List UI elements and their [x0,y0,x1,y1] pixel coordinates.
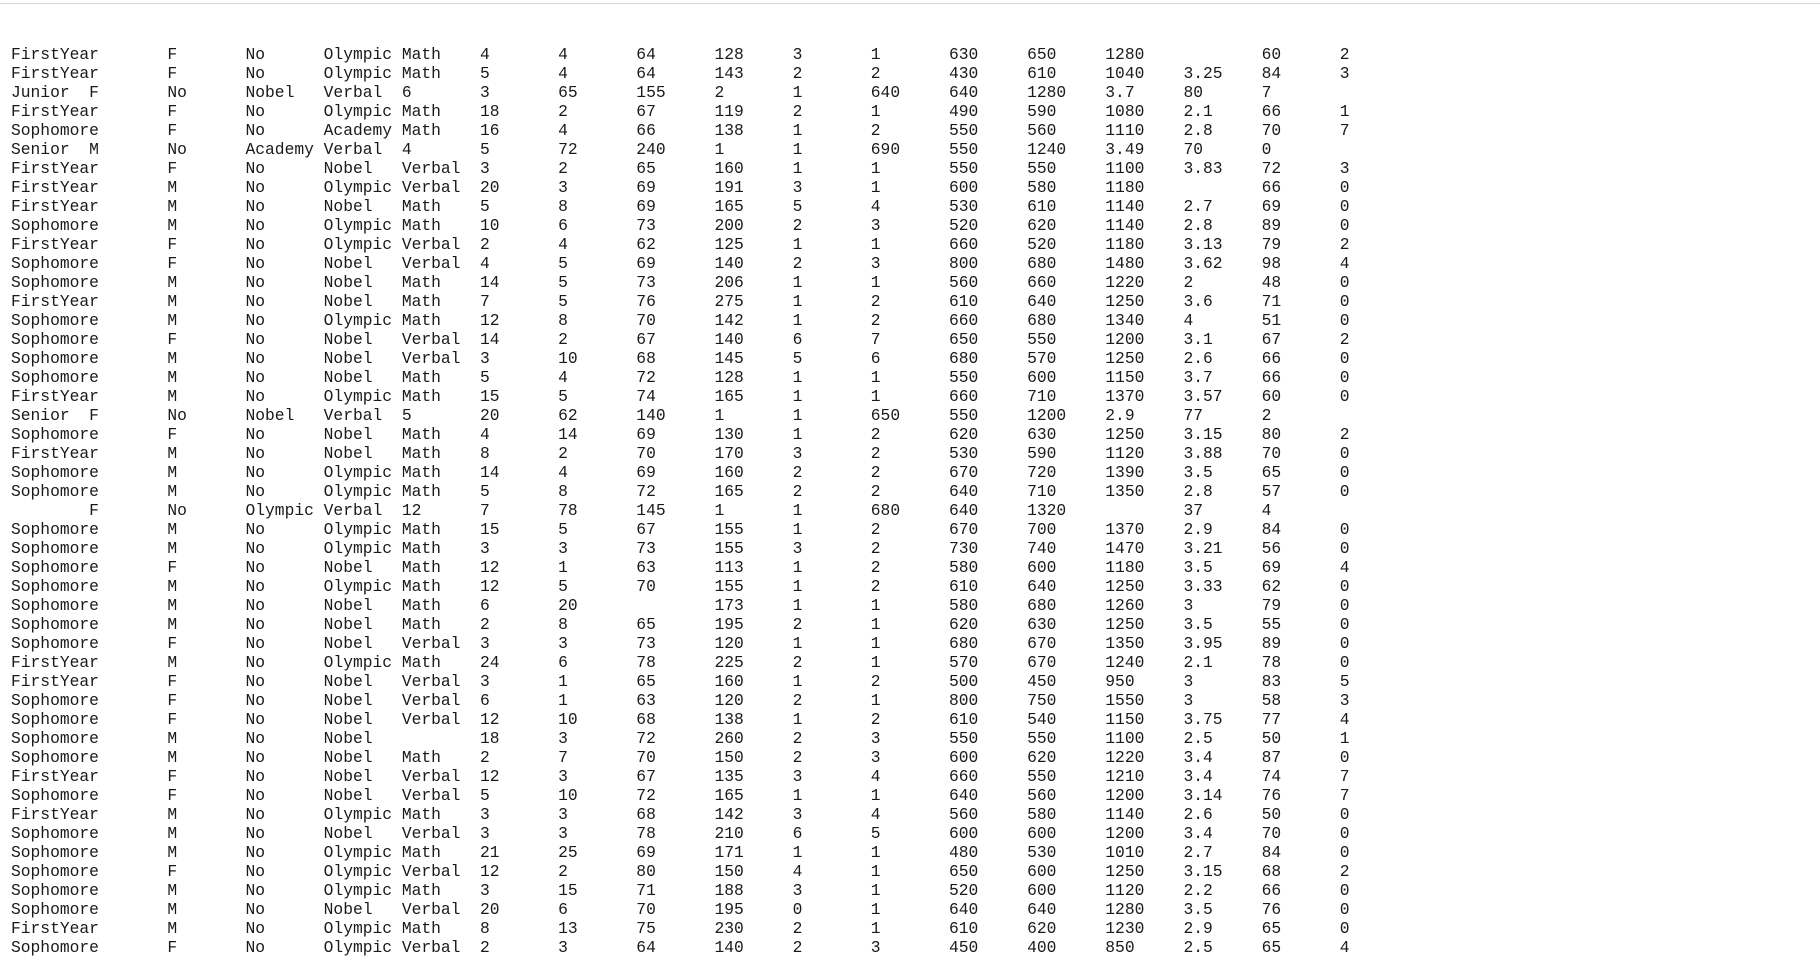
text-line: Sophomore M No Olympic Math 5 8 72 165 2 2 640 710 1350 2.8 57 0 [11,482,1350,501]
text-line: FirstYear F No Olympic Math 4 4 64 128 3 1 630 650 1280 60 2 [11,45,1350,64]
text-line: Sophomore M No Olympic Math 12 8 70 142 1 2 660 680 1340 4 51 0 [11,311,1350,330]
text-line: Sophomore F No Nobel Verbal 4 5 69 140 2 3 800 680 1480 3.62 98 4 [11,254,1350,273]
text-line: FirstYear F No Nobel Verbal 3 2 65 160 1 1 550 550 1100 3.83 72 3 [11,159,1350,178]
text-line: F No Olympic Verbal 12 7 78 145 1 1 680 640 1320 37 4 [11,501,1272,520]
text-line: Senior M No Academy Verbal 4 5 72 240 1 1 690 550 1240 3.49 70 0 [11,140,1272,159]
text-line: Sophomore M No Nobel Verbal 3 10 68 145 5 6 680 570 1250 2.6 66 0 [11,349,1350,368]
text-line: Sophomore M No Olympic Math 15 5 67 155 1 2 670 700 1370 2.9 84 0 [11,520,1350,539]
text-line: FirstYear F No Nobel Verbal 3 1 65 160 1 2 500 450 950 3 83 5 [11,672,1350,691]
text-line: Sophomore M No Nobel Math 2 7 70 150 2 3 600 620 1220 3.4 87 0 [11,748,1350,767]
text-line: Sophomore F No Nobel Math 12 1 63 113 1 2 580 600 1180 3.5 69 4 [11,558,1350,577]
text-line: Junior F No Nobel Verbal 6 3 65 155 2 1 640 640 1280 3.7 80 7 [11,83,1272,102]
text-line: FirstYear M No Olympic Verbal 20 3 69 191 3 1 600 580 1180 66 0 [11,178,1350,197]
text-line: Sophomore M No Olympic Math 21 25 69 171 1 1 480 530 1010 2.7 84 0 [11,843,1350,862]
text-line: Sophomore F No Olympic Verbal 12 2 80 150 4 1 650 600 1250 3.15 68 2 [11,862,1350,881]
text-line: FirstYear F No Olympic Math 18 2 67 119 2 1 490 590 1080 2.1 66 1 [11,102,1350,121]
text-line: FirstYear F No Olympic Math 5 4 64 143 2 2 430 610 1040 3.25 84 3 [11,64,1350,83]
top-border [0,3,1820,4]
text-line: Sophomore M No Olympic Math 10 6 73 200 2 3 520 620 1140 2.8 89 0 [11,216,1350,235]
text-line: Sophomore F No Olympic Verbal 2 3 64 140 2 3 450 400 850 2.5 65 4 [11,938,1350,957]
text-line: FirstYear M No Olympic Math 24 6 78 225 2 1 570 670 1240 2.1 78 0 [11,653,1350,672]
text-line: Sophomore F No Nobel Verbal 5 10 72 165 1 1 640 560 1200 3.14 76 7 [11,786,1350,805]
text-line: FirstYear M No Olympic Math 8 13 75 230 2 1 610 620 1230 2.9 65 0 [11,919,1350,938]
text-line: Sophomore M No Nobel Math 6 20 173 1 1 580 680 1260 3 79 0 [11,596,1350,615]
text-line: FirstYear M No Nobel Math 5 8 69 165 5 4 530 610 1140 2.7 69 0 [11,197,1350,216]
text-line: FirstYear M No Olympic Math 3 3 68 142 3 4 560 580 1140 2.6 50 0 [11,805,1350,824]
text-line: Sophomore F No Nobel Verbal 14 2 67 140 6 7 650 550 1200 3.1 67 2 [11,330,1350,349]
text-line: Sophomore M No Olympic Math 14 4 69 160 2 2 670 720 1390 3.5 65 0 [11,463,1350,482]
text-line: FirstYear M No Nobel Math 8 2 70 170 3 2 530 590 1120 3.88 70 0 [11,444,1350,463]
text-line: Sophomore F No Nobel Verbal 3 3 73 120 1 1 680 670 1350 3.95 89 0 [11,634,1350,653]
text-line: Sophomore M No Nobel 18 3 72 260 2 3 550 550 1100 2.5 50 1 [11,729,1350,748]
text-line: Sophomore M No Nobel Math 2 8 65 195 2 1 620 630 1250 3.5 55 0 [11,615,1350,634]
text-line: FirstYear M No Nobel Math 7 5 76 275 1 2 610 640 1250 3.6 71 0 [11,292,1350,311]
text-line: Sophomore F No Nobel Verbal 6 1 63 120 2 1 800 750 1550 3 58 3 [11,691,1350,710]
text-line: Sophomore M No Nobel Verbal 20 6 70 195 0 1 640 640 1280 3.5 76 0 [11,900,1350,919]
data-rows [0,45,1820,957]
text-line: Sophomore M No Olympic Math 3 3 73 155 3 2 730 740 1470 3.21 56 0 [11,539,1350,558]
text-line: Sophomore M No Olympic Math 3 15 71 188 3 1 520 600 1120 2.2 66 0 [11,881,1350,900]
text-line: Sophomore F No Nobel Math 4 14 69 130 1 2 620 630 1250 3.15 80 2 [11,425,1350,444]
text-line: Sophomore F No Academy Math 16 4 66 138 1 2 550 560 1110 2.8 70 7 [11,121,1350,140]
text-line: Senior F No Nobel Verbal 5 20 62 140 1 1 650 550 1200 2.9 77 2 [11,406,1272,425]
text-line: FirstYear F No Nobel Verbal 12 3 67 135 3 4 660 550 1210 3.4 74 7 [11,767,1350,786]
text-line: Sophomore M No Nobel Math 5 4 72 128 1 1 550 600 1150 3.7 66 0 [11,368,1350,387]
text-line: Sophomore M No Nobel Verbal 3 3 78 210 6 5 600 600 1200 3.4 70 0 [11,824,1350,843]
text-line: FirstYear M No Olympic Math 15 5 74 165 1 1 660 710 1370 3.57 60 0 [11,387,1350,406]
text-line: Sophomore F No Nobel Verbal 12 10 68 138 1 2 610 540 1150 3.75 77 4 [11,710,1350,729]
text-line: Sophomore M No Olympic Math 12 5 70 155 1 2 610 640 1250 3.33 62 0 [11,577,1350,596]
text-line: Sophomore M No Nobel Math 14 5 73 206 1 1 560 660 1220 2 48 0 [11,273,1350,292]
text-line: FirstYear F No Olympic Verbal 2 4 62 125 1 1 660 520 1180 3.13 79 2 [11,235,1350,254]
